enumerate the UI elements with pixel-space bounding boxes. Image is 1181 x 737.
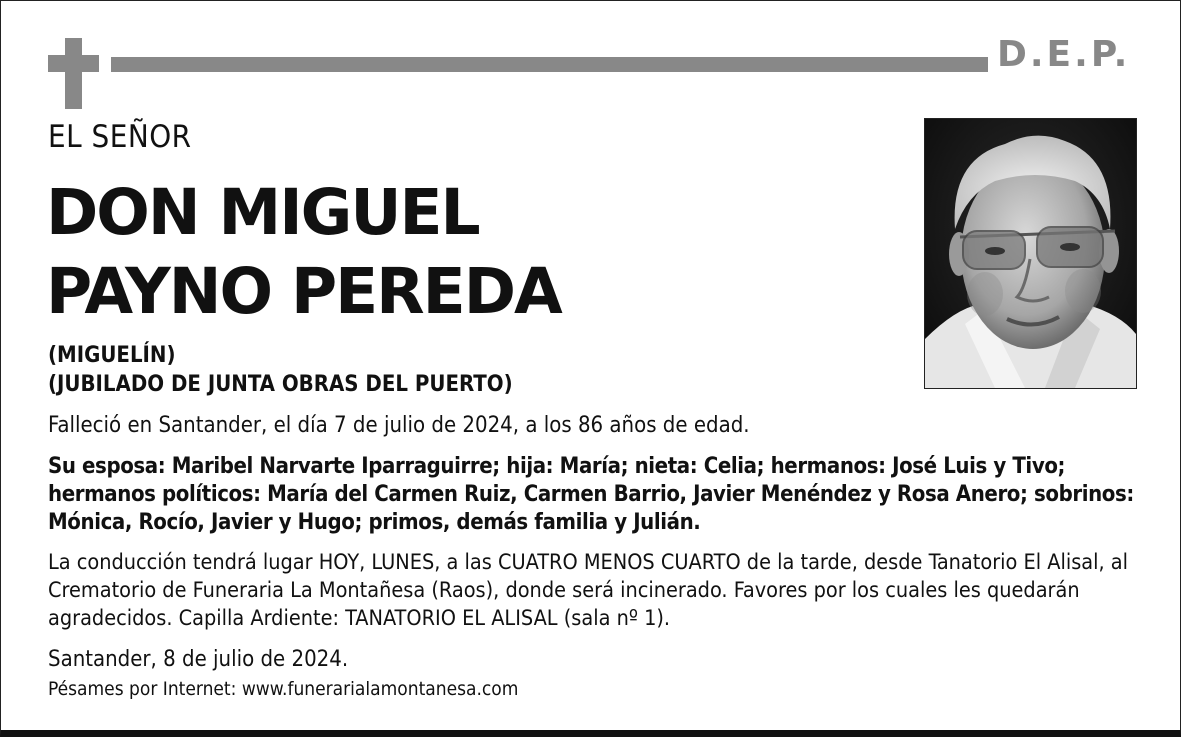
honorific-prefix: EL SEÑOR: [48, 119, 192, 155]
header-rule: [111, 57, 988, 72]
cross-icon-vertical: [65, 38, 82, 109]
dep-label: D.E.P.: [997, 34, 1131, 75]
family-list: Su esposa: Maribel Narvarte Iparraguirre; hija: María; nieta: Celia; hermanos: José Luis y Tivo; hermanos políticos: María del Carmen Ruiz, Carmen Barrio, Javier Menéndez y Rosa Anero; sobrinos: Mónica, Rocío, Javier y Hugo; primos, demás familia y Julián.: [48, 454, 1134, 535]
cross-icon-horizontal: [48, 55, 99, 72]
occupation: (JUBILADO DE JUNTA OBRAS DEL PUERTO): [48, 372, 513, 397]
alias-block: [48, 341, 513, 399]
nickname: (MIGUELÍN): [48, 343, 176, 368]
name-line-1: DON MIGUEL: [46, 176, 479, 249]
name-line-2: PAYNO PEREDA: [46, 255, 561, 328]
place-date: Santander, 8 de julio de 2024.: [48, 647, 349, 672]
portrait-image: [925, 119, 1136, 388]
ceremony-details: La conducción tendrá lugar HOY, LUNES, a las CUATRO MENOS CUARTO de la tarde, desde Tanatorio El Alisal, al Crematorio de Funeraria La Montañesa (Raos), donde será incinerado. Favores por los cuales les quedarán agradecidos. Capilla Ardiente: TANATORIO EL ALISAL (sala nº 1).: [48, 550, 1129, 631]
deceased-name: [46, 173, 561, 331]
death-announcement: Falleció en Santander, el día 7 de julio de 2024, a los 86 años de edad.: [48, 413, 750, 438]
portrait-photo: [924, 118, 1137, 389]
condolences-line: Pésames por Internet: www.funerarialamontanesa.com: [48, 678, 519, 700]
